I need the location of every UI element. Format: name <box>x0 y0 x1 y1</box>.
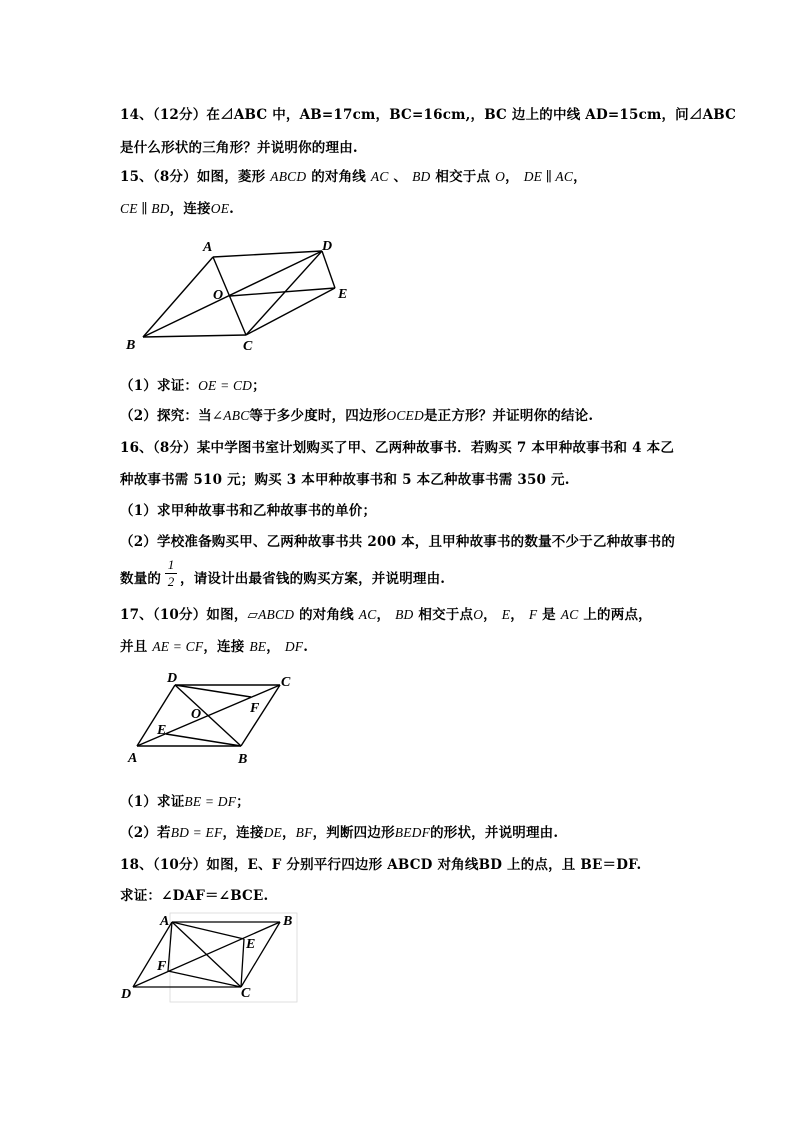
label-F: F <box>250 701 260 716</box>
q15-text: （1）求证： <box>120 378 199 394</box>
q17-line-1 <box>120 603 652 623</box>
q15-rhombus-figure <box>115 230 365 360</box>
q17-text: 17、（10分）如图， <box>120 607 248 623</box>
q17-text: ，连接 <box>203 639 245 655</box>
q17-text: . <box>303 639 309 655</box>
q15-line-1 <box>120 165 587 185</box>
q17-math: BF <box>295 825 313 840</box>
q17-math: BD <box>395 607 414 622</box>
q15-math: ∠ABC <box>211 408 250 423</box>
q15-part-1 <box>120 374 266 394</box>
q15-part-2 <box>120 404 593 424</box>
fraction-denominator: 2 <box>167 574 175 589</box>
q17-math: O <box>473 607 484 622</box>
q16-part-2-line-2-end: ，请设计出最省钱的购买方案，并说明理由. <box>180 571 446 587</box>
q17-text: ， <box>510 607 524 623</box>
label-D: D <box>121 987 132 1002</box>
label-C: C <box>243 339 253 354</box>
q15-math: AC <box>370 169 389 184</box>
q17-text: ； <box>236 794 250 810</box>
q15-text: . <box>229 201 235 217</box>
q15-math: OCED <box>386 408 424 423</box>
q17-text: 上的两点， <box>583 607 652 623</box>
label-E: E <box>157 723 167 738</box>
label-A: A <box>160 914 170 929</box>
q17-text: 相交于点 <box>418 607 474 623</box>
q17-part-2 <box>120 821 558 841</box>
label-A: A <box>128 751 138 766</box>
q16-part-1: （1）求甲种故事书和乙种故事书的单价； <box>120 503 377 519</box>
q17-text: 的形状，并说明理由. <box>430 825 559 841</box>
seg-AB <box>143 257 213 337</box>
q17-math: DE <box>263 825 282 840</box>
q17-math: BEDF <box>394 825 431 840</box>
label-E: E <box>246 937 256 952</box>
label-C: C <box>241 986 251 1001</box>
q14-line-2: 是什么形状的三角形？并说明你的理由. <box>120 140 358 156</box>
q14-line-1: 14、（12分）在⊿ABC 中，AB=17cm，BC=16cm,，BC 边上的中线 AD=15cm，问⊿ABC <box>120 107 737 123</box>
q17-text: ， <box>281 825 296 841</box>
q17-math: BE <box>249 639 267 654</box>
q15-text: ， <box>573 169 587 185</box>
q16-line-2: 种故事书需 510 元；购买 3 本甲种故事书和 5 本乙种故事书需 350 元. <box>120 472 570 488</box>
q17-text: （1）求证 <box>120 794 185 810</box>
label-B: B <box>238 752 248 767</box>
q15-math: DE ∥ AC <box>523 169 574 184</box>
q17-math: E <box>501 607 511 622</box>
label-B: B <box>126 338 136 353</box>
q17-text: 是 <box>542 607 556 623</box>
label-A: A <box>203 240 213 255</box>
q17-text: ， <box>266 639 280 655</box>
q15-text: 等于多少度时，四边形 <box>249 408 387 424</box>
q15-math: ABCD <box>270 169 307 184</box>
q15-math: BD <box>412 169 431 184</box>
label-D: D <box>167 671 178 686</box>
q15-text: ，连接 <box>169 201 211 217</box>
q15-math: CE ∥ BD <box>120 201 170 216</box>
label-E: E <box>338 287 348 302</box>
q17-text: 并且 <box>120 639 148 655</box>
seg-AD <box>133 922 172 987</box>
q18-line-1: 18、（10分）如图，E、F 分别平行四边形 ABCD 对角线BD 上的点，且 BE＝DF. <box>120 857 642 873</box>
q17-math: AC <box>560 607 579 622</box>
seg-AC <box>172 922 241 987</box>
q15-text: 相交于点 <box>435 169 491 185</box>
q15-text: 的对角线 <box>311 169 367 185</box>
label-O: O <box>191 707 202 722</box>
seg-CD <box>246 251 322 335</box>
q15-text: 、 <box>393 169 408 185</box>
q17-math: BE = DF <box>184 794 237 809</box>
q17-math: F <box>528 607 538 622</box>
q15-math: OE <box>210 201 230 216</box>
seg-EC <box>241 939 244 987</box>
seg-FC <box>168 971 241 987</box>
q15-math: OE = CD <box>198 378 253 393</box>
q17-math: AE = CF <box>152 639 204 654</box>
q17-text: ，连接 <box>222 825 264 841</box>
seg-DE <box>322 251 335 288</box>
q16-part-2-line-2-start: 数量的 <box>120 571 162 587</box>
label-D: D <box>322 239 333 254</box>
q17-text: ， <box>376 607 391 623</box>
seg-BD <box>143 251 322 337</box>
seg-BC <box>143 335 246 337</box>
seg-CB <box>241 922 280 987</box>
q16-line-1: 16、（8分）某中学图书室计划购买了甲、乙两种故事书．若购买 7 本甲种故事书和 4 本乙 <box>120 440 675 456</box>
q16-part-2-line-1: （2）学校准备购买甲、乙两种故事书共 200 本，且甲种故事书的数量不少于乙种故事书的 <box>120 534 676 550</box>
seg-AD <box>213 251 322 257</box>
q17-math: BD = EF <box>170 825 223 840</box>
fraction-numerator: 1 <box>167 557 175 572</box>
q18-line-2: 求证：∠DAF＝∠BCE. <box>120 888 269 904</box>
q15-math: O <box>495 169 506 184</box>
q17-math: ▱ABCD <box>247 607 295 622</box>
q17-text: （2）若 <box>120 825 171 841</box>
seg-CE <box>246 288 335 335</box>
q15-text: 是正方形？并证明你的结论. <box>423 408 594 424</box>
label-C: C <box>281 675 291 690</box>
one-half-fraction <box>165 558 177 589</box>
label-F: F <box>157 959 167 974</box>
q15-text: ， <box>505 169 519 185</box>
q15-text: 15、（8分）如图，菱形 <box>120 169 266 185</box>
q17-math: AC <box>358 607 377 622</box>
label-O: O <box>213 288 224 303</box>
q17-text: ，判断四边形 <box>312 825 395 841</box>
q15-line-2 <box>120 197 234 217</box>
q17-line-2 <box>120 635 308 655</box>
seg-BC <box>241 685 280 746</box>
seg-AE <box>172 922 244 939</box>
q17-parallelogram-figure <box>120 665 310 770</box>
q15-text: ； <box>252 378 266 394</box>
q17-text: 的对角线 <box>299 607 354 623</box>
seg-DA <box>137 685 175 746</box>
q17-math: DF <box>284 639 304 654</box>
q15-text: （2）探究：当 <box>120 408 212 424</box>
q17-part-1 <box>120 790 250 810</box>
label-B: B <box>283 914 293 929</box>
q18-parallelogram-figure <box>118 905 308 1005</box>
q17-text: ， <box>483 607 497 623</box>
